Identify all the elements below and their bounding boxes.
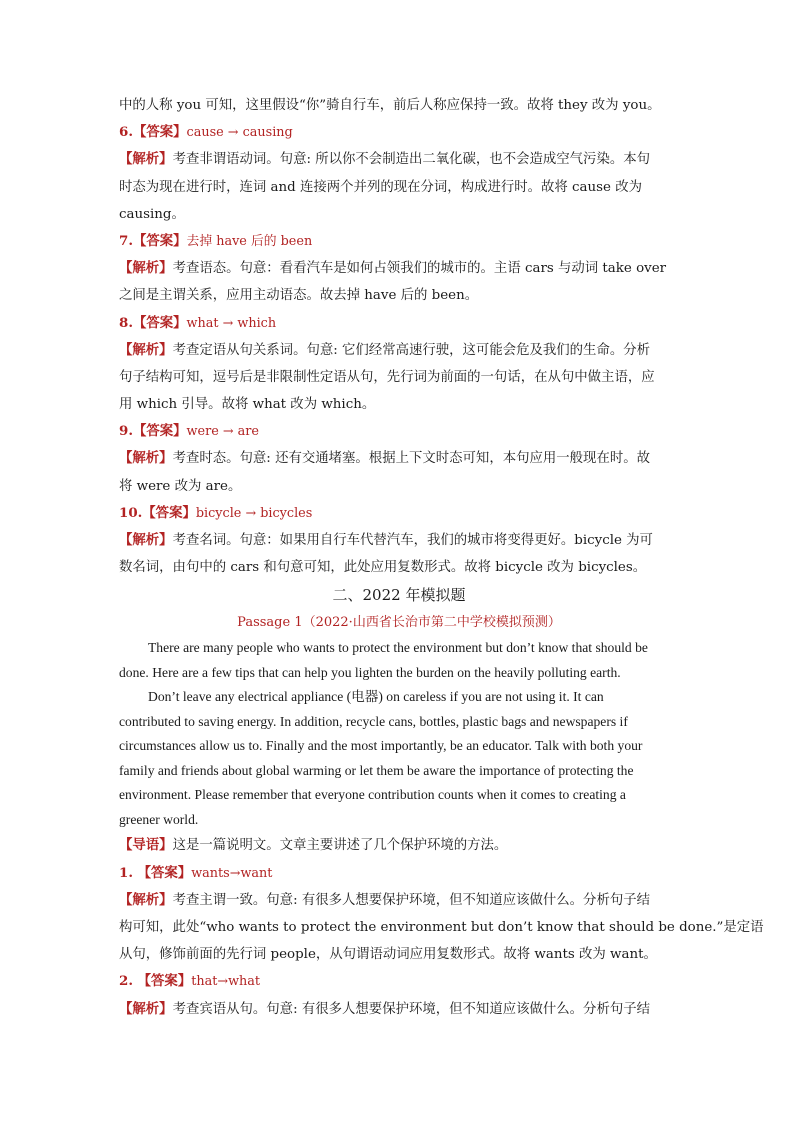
section-title: 二、2022 年模拟题 — [332, 586, 466, 605]
passage-text — [119, 636, 679, 832]
text-line — [119, 337, 679, 364]
document-page — [119, 92, 764, 1023]
analysis-text: 考查主谓一致。句意: 有很多人想要保护环境，但不知道应该做什么。分析句子结 — [172, 892, 650, 908]
answer-label: 9.【答案】 — [119, 423, 187, 440]
text-line — [119, 968, 679, 995]
answer-label: 1. 【答案】 — [119, 864, 192, 881]
answer-label: 7.【答案】 — [119, 232, 187, 249]
line-text: causing。 — [119, 206, 185, 222]
line-text: 中的人称 you 可知，这里假设“你”骑自行车，前后人称应保持一致。故将 they 改为 you。 — [119, 98, 661, 113]
line-text: 句子结构可知，逗号后是非限制性定语从句，先行词为前面的一句话，在从句中做主语，应 — [119, 369, 655, 385]
text-line — [119, 445, 679, 472]
answer-text: wants→want — [191, 865, 273, 881]
answer-text: were → are — [186, 424, 259, 440]
analysis-label: 【解析】 — [119, 341, 173, 358]
analysis-text: 考查非谓语动词。句意: 所以你不会制造出二氧化碳，也不会造成空气污染。本句 — [172, 152, 650, 168]
text-line — [119, 500, 679, 527]
analysis-label: 【解析】 — [119, 891, 173, 908]
text-line — [119, 527, 679, 554]
passage-line: There are many people who wants to protect the environment but don’t know that should be — [148, 640, 648, 656]
analysis-label: 【解析】 — [119, 260, 173, 277]
passage-line: circumstances allow us to. Finally and the most importantly, be an educator. Talk with both your — [119, 738, 643, 754]
text-line — [119, 941, 679, 968]
line-text: 将 were 改为 are。 — [119, 478, 242, 494]
text-line — [119, 391, 679, 418]
analysis-text: 考查名词。句意：如果用自行车代替汽车，我们的城市将变得更好。bicycle 为可 — [172, 533, 653, 548]
line-text: 用 which 引导。故将 what 改为 which。 — [119, 397, 376, 413]
line-text: 从句，修饰前面的先行词 people，从句谓语动词应用复数形式。故将 wants 改为 want。 — [119, 947, 657, 963]
text-line — [119, 146, 679, 173]
answer-label: 6.【答案】 — [119, 124, 187, 141]
answer-text: cause → causing — [186, 125, 293, 141]
text-line — [119, 418, 679, 445]
guide-text: 这是一篇说明文。文章主要讲述了几个保护环境的方法。 — [172, 838, 508, 854]
passage-line: greener world. — [119, 811, 199, 827]
text-line — [119, 201, 679, 228]
analysis-text: 考查语态。句意：看看汽车是如何占领我们的城市的。主语 cars 与动词 take over — [172, 261, 667, 277]
text-line — [119, 554, 679, 581]
analysis-text: 考查定语从句关系词。句意: 它们经常高速行驶，这可能会危及我们的生命。分析 — [172, 342, 650, 358]
text-line — [119, 310, 679, 337]
text-line — [119, 174, 679, 201]
passage-line: done. Here are a few tips that can help you lighten the burden on the heavily polluting earth. — [119, 664, 621, 680]
text-line — [119, 860, 679, 887]
answer-label: 8.【答案】 — [119, 314, 187, 331]
line-text: 时态为现在进行时，连词 and 连接两个并列的现在分词，构成进行时。故将 cause 改为 — [119, 179, 642, 195]
analysis-label: 【解析】 — [119, 532, 173, 548]
text-line — [119, 473, 679, 500]
answer-text: that→what — [191, 974, 261, 990]
analysis-text: 考查宾语从句。句意: 有很多人想要保护环境，但不知道应该做什么。分析句子结 — [172, 1001, 650, 1017]
text-line — [119, 832, 679, 859]
answer-label: 2. 【答案】 — [119, 973, 192, 990]
answer-block-2 — [119, 832, 764, 1022]
text-line — [119, 92, 679, 119]
text-line — [119, 364, 679, 391]
passage-line: Don’t leave any electrical appliance (电器) on careless if you are not using it. It can — [148, 689, 604, 705]
text-line — [119, 228, 679, 255]
analysis-text: 考查时态。句意: 还有交通堵塞。根据上下文时态可知，本句应用一般现在时。故 — [172, 451, 650, 467]
text-line — [119, 282, 679, 309]
line-text: 构可知，此处“who wants to protect the environment but don’t know that should be done.”是定语 — [119, 919, 764, 935]
passage-line: environment. Please remember that everyone contribution counts when it comes to creating a — [119, 787, 626, 803]
analysis-label: 【解析】 — [119, 450, 173, 467]
line-text: 数名词，由句中的 cars 和句意可知，此处应用复数形式。故将 bicycle 改为 bicycles。 — [119, 560, 647, 576]
guide-label: 【导语】 — [119, 837, 173, 854]
text-line — [119, 914, 764, 941]
text-line — [119, 996, 679, 1023]
text-line — [119, 887, 679, 914]
passage-title: Passage 1（2022·山西省长治市第二中学校模拟预测） — [237, 615, 561, 631]
answer-text: 去掉 have 后的 been — [186, 233, 313, 249]
answer-text: what → which — [186, 315, 277, 331]
answer-block-1 — [119, 92, 679, 581]
text-line — [119, 255, 679, 282]
passage-line: family and friends about global warming or let them be aware the importance of protecting the — [119, 762, 634, 778]
answer-text: bicycle → bicycles — [195, 505, 313, 521]
answer-label: 10.【答案】 — [119, 504, 196, 521]
analysis-label: 【解析】 — [119, 151, 173, 168]
analysis-label: 【解析】 — [119, 1000, 173, 1017]
line-text: 之间是主谓关系，应用主动语态。故去掉 have 后的 been。 — [119, 288, 479, 304]
text-line — [119, 119, 679, 146]
passage-line: contributed to saving energy. In addition, recycle cans, bottles, plastic bags and newspapers if — [119, 713, 628, 729]
